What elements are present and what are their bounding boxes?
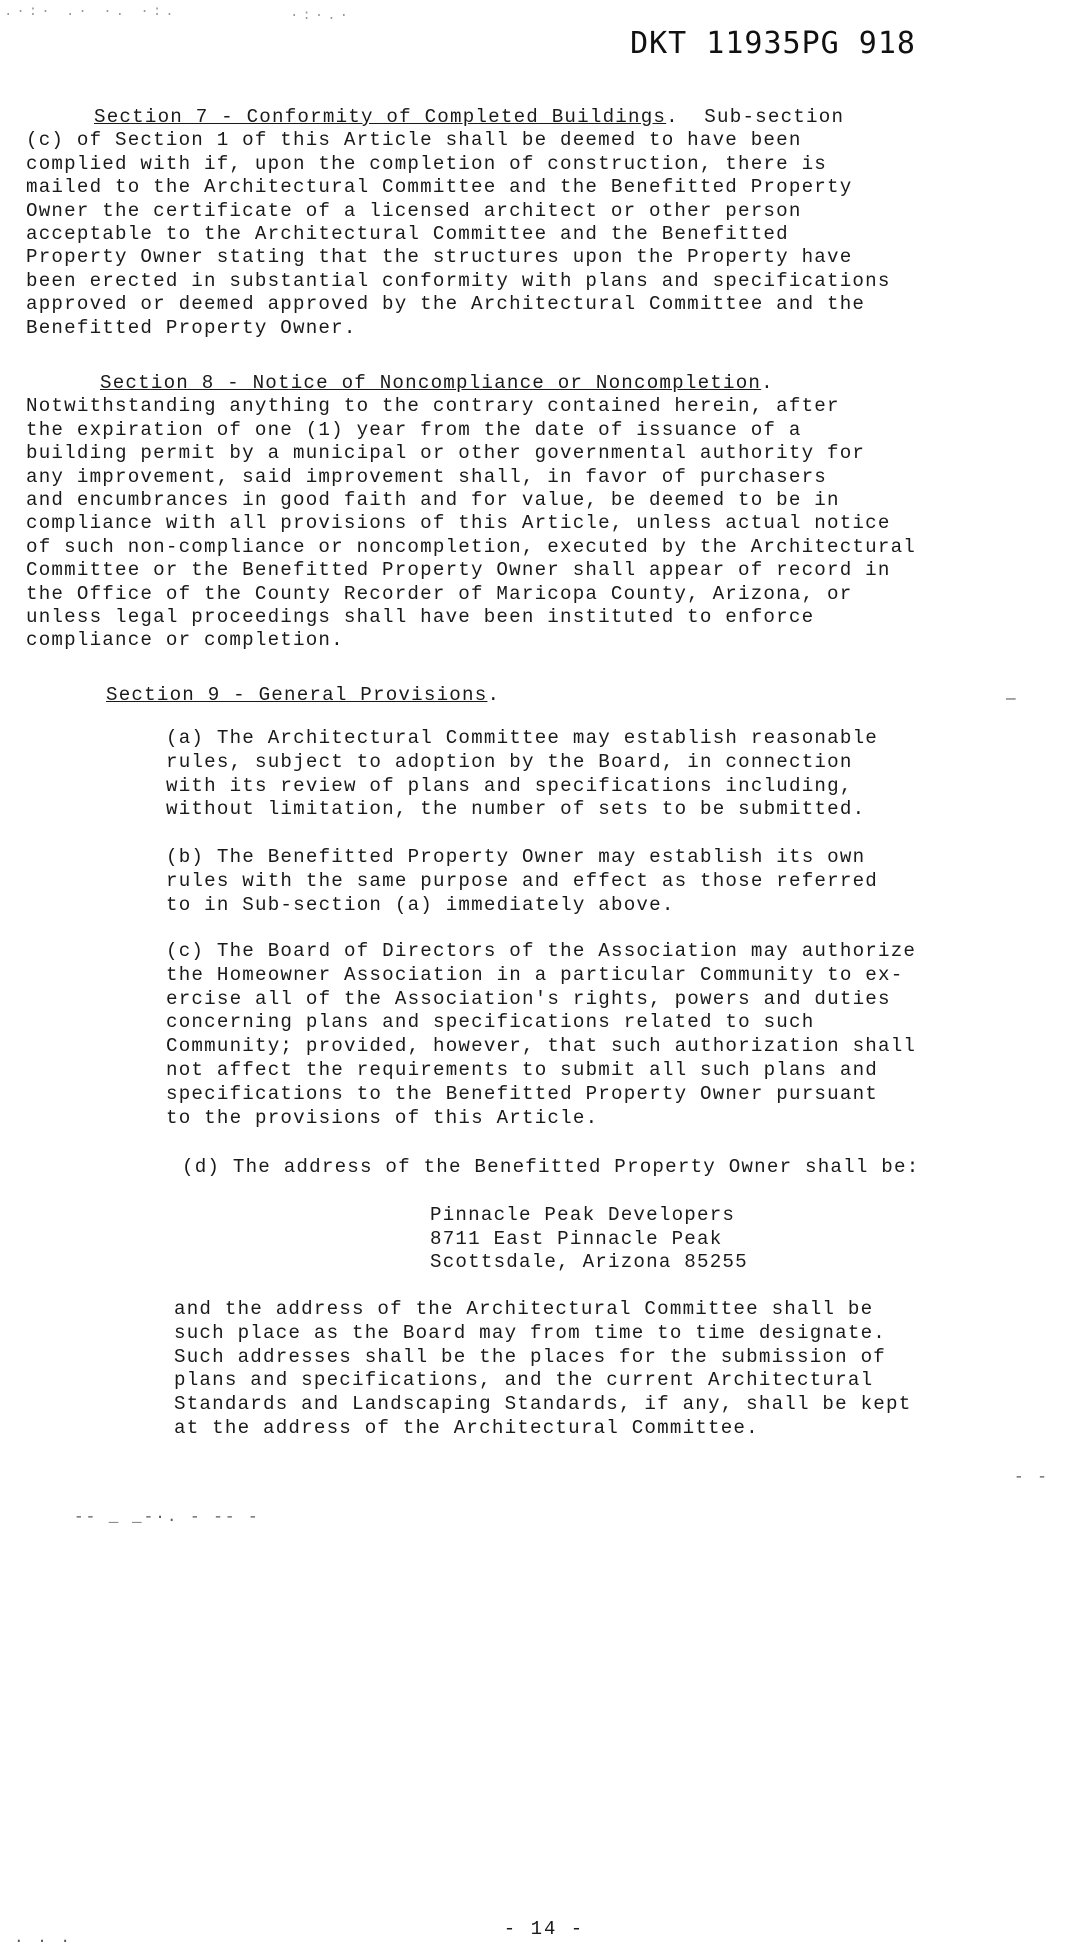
scan-noise-top-mid: ·:·.· (290, 8, 353, 24)
section-8-heading: Section 8 - Notice of Noncompliance or Noncompletion (100, 372, 762, 394)
section-9-para-d: (d) The address of the Benefitted Property Owner shall be: (182, 1156, 920, 1178)
section-7-line: Owner the certificate of a licensed architect or other person (26, 199, 802, 222)
section-7-line: (c) of Section 1 of this Article shall be deemed to have been (26, 129, 802, 152)
section-7-line: approved or deemed approved by the Architectural Committee and the (26, 293, 866, 316)
benefitted-owner-address (430, 1204, 748, 1275)
section-7-heading: Section 7 - Conformity of Completed Buildings (94, 106, 667, 128)
address-line: Pinnacle Peak Developers (430, 1204, 736, 1226)
section-7 (26, 106, 1026, 340)
section-8-line: building permit by a municipal or other governmental authority for (26, 442, 866, 465)
section-8-line: Notwithstanding anything to the contrary contained herein, after (26, 395, 840, 418)
section-8-line: unless legal proceedings shall have been instituted to enforce (26, 606, 815, 629)
section-8-line: Committee or the Benefitted Property Owner shall appear of record in (26, 559, 891, 582)
section-8 (26, 372, 1026, 653)
section-8-line: compliance with all provisions of this Article, unless actual notice (26, 512, 891, 535)
section-9-para-c: (c) The Board of Directors of the Association may authorize the Homeowner Association in a particular Community to ex- ercise all of the Association's rights, powers and duties concerning plans and specifications related to such Community; provided, however, that such authorization shall not affect the requirements to submit all such plans and specifications to the Benefitted Property Owner pursuant to the provisions of this Article. (166, 940, 917, 1129)
section-8-line: any improvement, said improvement shall, in favor of purchasers (26, 465, 828, 488)
section-8-line: compliance or completion. (26, 629, 344, 652)
address-line: Scottsdale, Arizona 85255 (430, 1251, 748, 1273)
section-7-line: been erected in substantial conformity with plans and specifications (26, 269, 891, 292)
section-9-closing: and the address of the Architectural Committee shall be such place as the Board may from time to time designate. Such addresses shall be the places for the submission of plans and specifications, and the current Architectural Standards and Landscaping Standards, if any, shall be kept at the address of the Architectural Committee. (174, 1298, 912, 1439)
section-8-line: the expiration of one (1) year from the date of issuance of a (26, 418, 802, 441)
section-9-heading: Section 9 - General Provisions (106, 684, 488, 706)
section-8-lead: . (761, 372, 774, 394)
section-8-line: and encumbrances in good faith and for value, be deemed to be in (26, 489, 840, 512)
stray-marks: · · · (14, 1932, 73, 1950)
section-9-para-b: (b) The Benefitted Property Owner may establish its own rules with the same purpose and effect as those referred to in Sub-section (a) immediately above. (166, 846, 879, 916)
section-7-lead: . Sub-section (666, 106, 845, 128)
section-7-line: complied with if, upon the completion of construction, there is (26, 152, 828, 175)
section-7-line: acceptable to the Architectural Committee and the Benefitted (26, 223, 789, 246)
section-7-line: Benefitted Property Owner. (26, 316, 357, 339)
stray-marks: -- _ _-·. - -- - (74, 1508, 260, 1526)
page-number: - 14 - (503, 1918, 585, 1940)
section-9-heading-line (26, 684, 1026, 707)
scan-noise-top-left: .·:· .· ·. ·:. (4, 4, 178, 20)
margin-mark: — (1006, 690, 1018, 708)
section-8-line: the Office of the County Recorder of Maricopa County, Arizona, or (26, 582, 853, 605)
section-9-lead: . (487, 684, 501, 706)
address-line: 8711 East Pinnacle Peak (430, 1227, 723, 1250)
section-7-line: mailed to the Architectural Committee and the Benefitted Property (26, 176, 853, 199)
docket-reference: DKT 11935PG 918 (630, 26, 916, 61)
margin-mark: - - (1014, 1468, 1049, 1486)
section-7-line: Property Owner stating that the structures upon the Property have (26, 246, 853, 269)
section-9-para-a: (a) The Architectural Committee may establish reasonable rules, subject to adoption by the Board, in connection with its review of plans and specifications including, without limitation, the number of sets to be submitted. (166, 727, 879, 821)
section-8-line: of such non-compliance or noncompletion, executed by the Architectural (26, 535, 917, 558)
